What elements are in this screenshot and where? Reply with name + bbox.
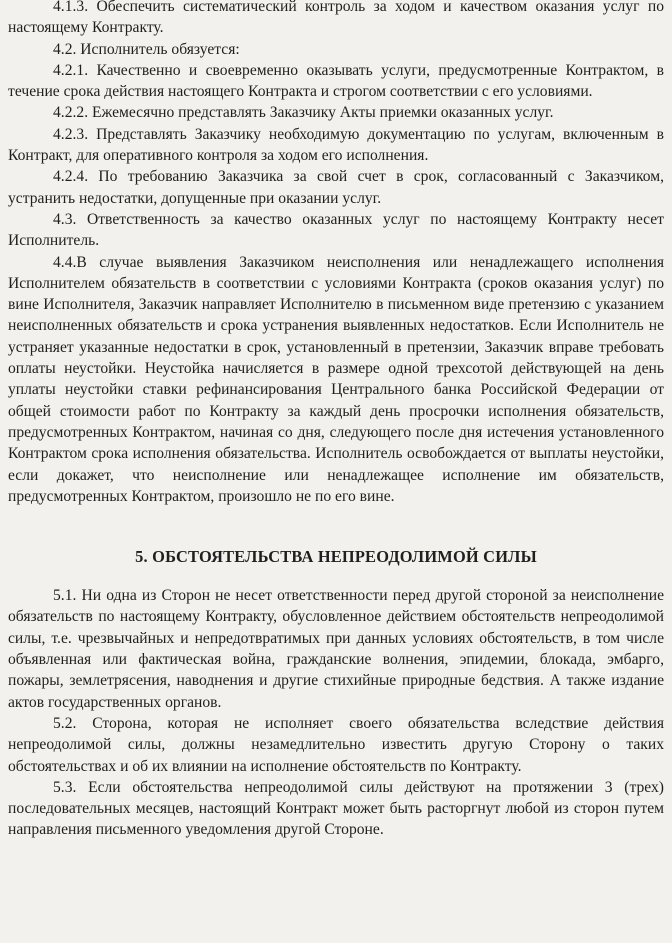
clause-4-2-3: 4.2.3. Представлять Заказчику необходимую документацию по услугам, включенным в Контракт, для оперативного контроля за ходом его исполнения. <box>8 125 664 165</box>
clause-4-2-4: 4.2.4. По требованию Заказчика за свой счет в срок, согласованный с Заказчиком, устранить недостатки, допущенные при оказании услуг. <box>8 168 664 207</box>
clause-4-2-1: 4.2.1. Качественно и своевременно оказывать услуги, предусмотренные Контрактом, в течение срока действия настоящего Контракта и строгом соответствии с его условиями. <box>8 61 664 101</box>
clause-4-2: 4.2. Исполнитель обязуется: <box>53 40 240 58</box>
clause-5-2: 5.2. Сторона, которая не исполняет своего обязательства вследствие действия непреодолимой силы, должны незамедлительно известить другую Сторону о таких обстоятельствах и об их влиянии на исполнение обстоятельств по Контракту. <box>8 714 664 775</box>
clause-4-1-3: 4.1.3. Обеспечить систематический контроль за ходом и качеством оказания услуг по настоящему Контракту. <box>8 0 664 37</box>
clause-4-2-2: 4.2.2. Ежемесячно представлять Заказчику Акты приемки оказанных услуг. <box>53 104 554 122</box>
clause-5-1: 5.1. Ни одна из Сторон не несет ответственности перед другой стороной за неисполнение обязательств по настоящему Контракту, обусловленное действием обстоятельств непреодолимой силы, т.е. чрезвычайных и непредотвратимых при данных условиях обстоятельств, в том числе объявленная или фактическая война, гражданские волнения, эпидемии, блокада, эмбарго, пожары, землетрясения, наводнения и другие стихийные природные бедствия. А также издание актов государственных органов. <box>8 587 664 711</box>
clause-4-4: 4.4.В случае выявления Заказчиком неисполнения или ненадлежащего исполнения Исполнителем обязательств в соответствии с условиями Контракта (сроков оказания услуг) по вине Исполнителя, Заказчик направляет Исполнителю в письменном виде претензию с указанием неисполненных обязательств и срока устранения выявленных недостатков. Если Исполнитель не устраняет указанные недостатки в срок, установленный в претензии, Заказчик вправе требовать оплаты неустойки. Неустойка начисляется в размере одной трехсотой действующей на день уплаты неустойки ставки рефинансирования Центрального банка Российской Федерации от общей стоимости работ по Контракту за каждый день просрочки исполнения обязательств, предусмотренных Контрактом, начиная со дня, следующего после дня истечения установленного Контрактом срока исполнения обязательства. Исполнитель освобождается от выплаты неустойки, если докажет, что неисполнение или ненадлежащее исполнение им обязательств, предусмотренных Контрактом, произошло не по его вине. <box>8 253 664 505</box>
section-5-heading: 5. ОБСТОЯТЕЛЬСТВА НЕПРЕОДОЛИМОЙ СИЛЫ <box>135 547 537 567</box>
clause-5-3: 5.3. Если обстоятельства непреодолимой силы действуют на протяжении 3 (трех) последовательных месяцев, настоящий Контракт может быть расторгнут любой из сторон путем направления письменного уведомления другой Стороне. <box>8 778 664 839</box>
clause-4-3: 4.3. Ответственность за качество оказанных услуг по настоящему Контракту несет Исполнитель. <box>8 210 664 250</box>
